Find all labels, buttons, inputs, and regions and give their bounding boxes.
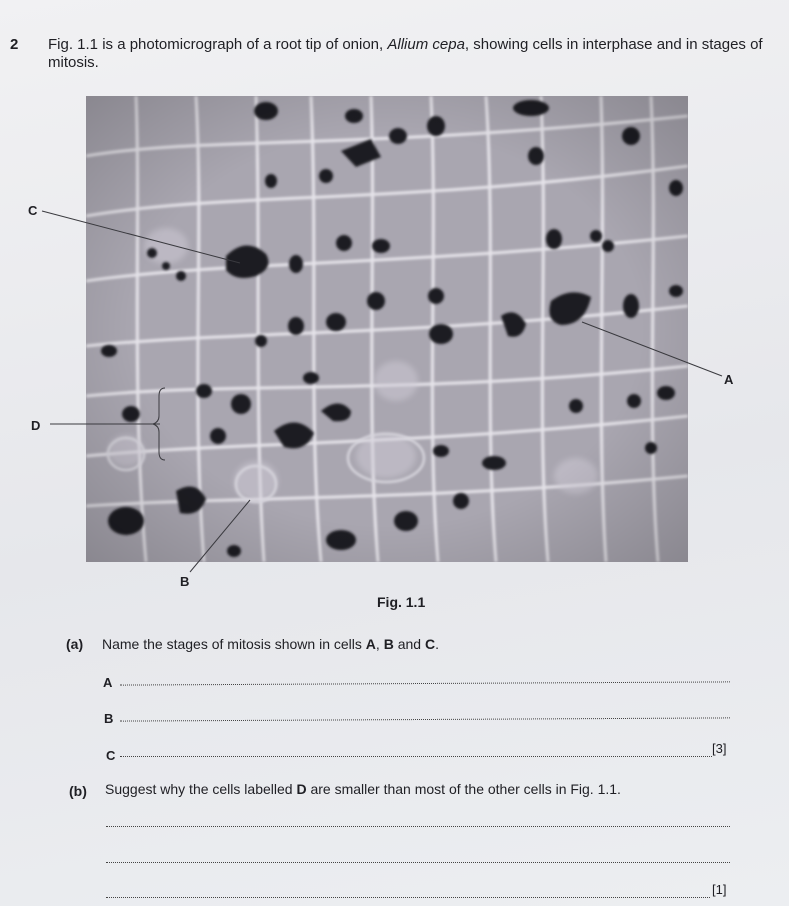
part-b-cell-d: D [296,781,307,797]
part-a-text: Name the stages of mitosis shown in cells [102,636,366,652]
part-b-text-start: Suggest why the cells labelled [105,781,297,797]
label-c: C [28,203,38,218]
part-b-label: (b) [69,783,87,799]
part-a-end: . [435,636,439,652]
part-a-label: (a) [66,636,84,652]
figure-caption: Fig. 1.1 [377,594,426,610]
label-b: B [180,574,190,589]
part-a-cell-b: B [383,636,394,652]
question-number: 2 [10,36,19,53]
part-b-question [105,781,621,797]
part-b-text-end: are smaller than most of the other cells in Fig. 1.1. [306,781,621,797]
intro-text-end: , showing cells in interphase and in stages of mitosis. [48,36,763,71]
answer-line-b2[interactable] [106,862,730,863]
answer-letter-c: C [106,748,116,763]
answer-line-b1[interactable] [106,826,730,827]
answer-letter-b: B [104,711,114,726]
intro-text-start: Fig. 1.1 is a photomicrograph of a root tip of onion, [48,36,388,53]
species-name: Allium cepa [387,36,465,53]
part-a-question [102,636,439,652]
answer-line-c[interactable] [120,756,712,757]
label-a: A [724,372,734,387]
part-b-marks: [1] [712,882,727,897]
part-a-marks: [3] [712,741,727,756]
answer-letter-a: A [103,675,113,690]
part-a-cell-a: A [365,636,376,652]
part-a-sep1: , [375,636,384,652]
part-a-cell-c: C [424,636,436,652]
answer-line-b3[interactable] [106,897,710,898]
part-a-sep2: and [393,636,425,652]
label-d: D [31,418,41,433]
